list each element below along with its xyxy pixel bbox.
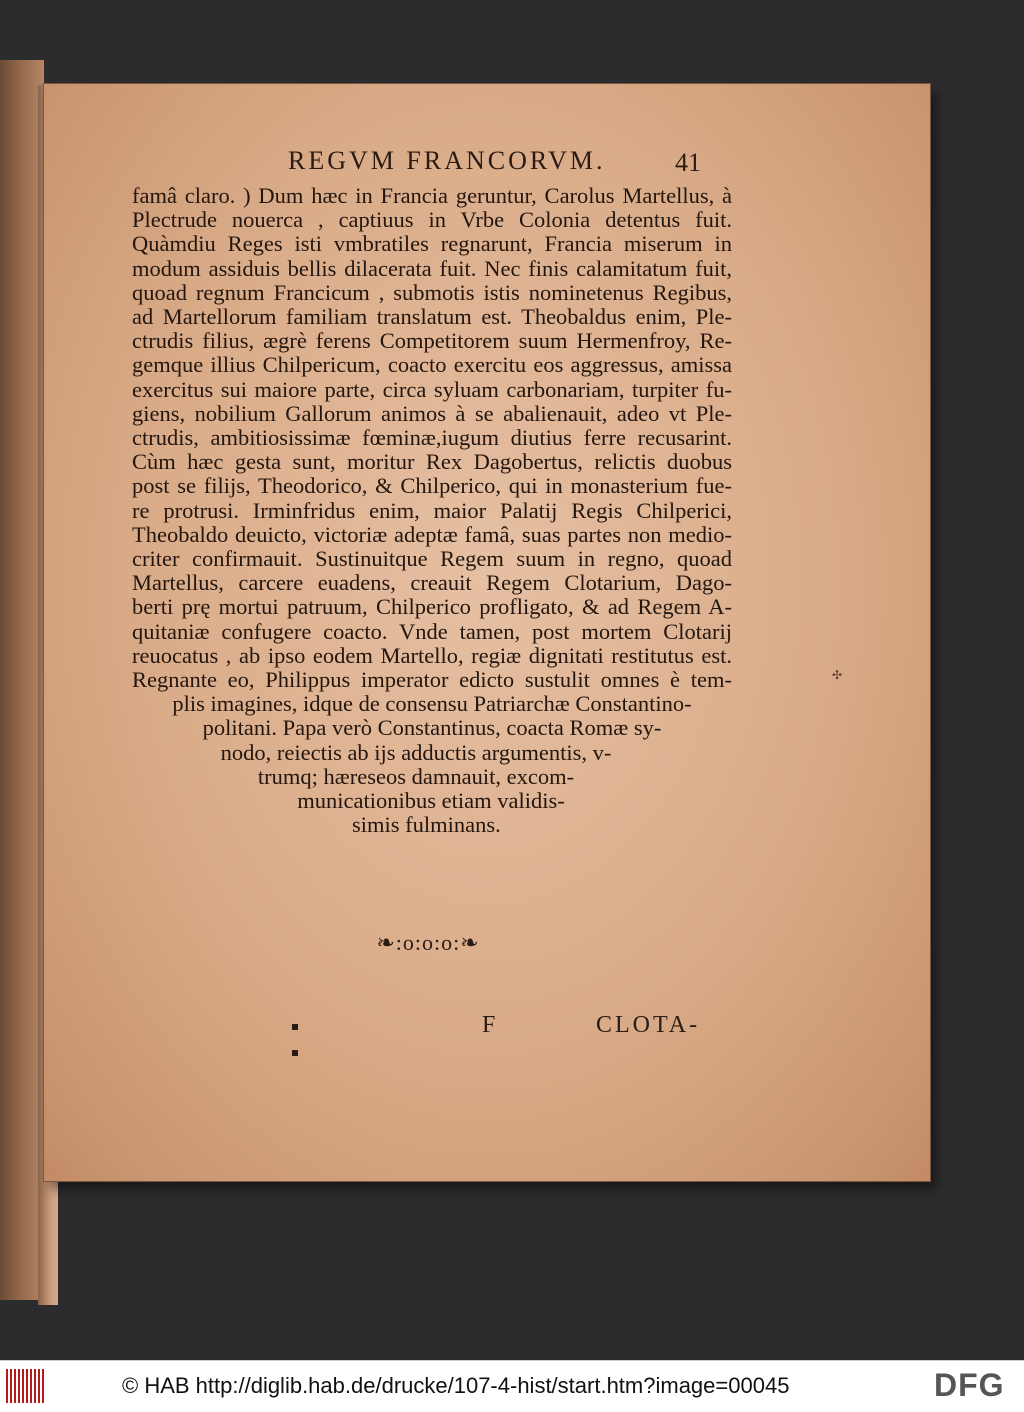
text-line: Regnante eo, Philippus imperator edicto sustulit omnes è tem- — [132, 667, 732, 693]
text-line: Cùm hæc gesta sunt, moritur Rex Dagobertus, relictis duobus — [132, 449, 732, 475]
ink-mark — [292, 1024, 298, 1030]
text-line: reuocatus , ab ipso eodem Martello, regiæ dignitati restitutus est. — [132, 642, 732, 668]
text-line: modum assiduis bellis dilacerata fuit. Nec finis calamitatum fuit, — [132, 255, 732, 281]
text-line: ctrudis filius, ægrè ferens Competitorem suum Hermenfroy, Re- — [132, 328, 732, 354]
text-line: quoad regnum Francicum , submotis istis nominetenus Regibus, — [132, 279, 732, 305]
text-line: post se filijs, Theodorico, & Chilperico, qui in monasterium fue- — [132, 473, 732, 499]
text-line: famâ claro. ) Dum hæc in Francia geruntur, Carolus Martellus, à — [132, 183, 732, 208]
paper-speck: ✣ — [832, 668, 843, 682]
text-line: simis fulminans. — [352, 812, 501, 838]
text-line: politani. Papa verò Constantinus, coacta Romæ sy- — [202, 715, 662, 741]
text-line: giens, nobilium Gallorum animos à se abalienauit, adeo vt Ple- — [132, 400, 732, 426]
ink-mark — [292, 1050, 298, 1056]
text-line: Quàmdiu Reges isti vmbratiles regnarunt, Francia miserum in — [132, 231, 732, 257]
text-line: Plectrude nouerca , captiuus in Vrbe Colonia detentus fuit. — [132, 207, 732, 233]
text-line: ctrudis, ambitiosissimæ fœminæ,iugum diutius ferre recusarint. — [132, 425, 732, 451]
text-line: berti prę mortui patruum, Chilperico profligato, & ad Regem A- — [132, 594, 732, 620]
text-line: plis imagines, idque de consensu Patriarchæ Constantino- — [172, 691, 692, 717]
signature-mark: F — [482, 1012, 496, 1038]
text-line: ad Martellorum familiam translatum est. Theobaldus enim, Ple- — [132, 304, 732, 330]
page-number: 41 — [675, 148, 701, 177]
copyright-url[interactable]: © HAB http://diglib.hab.de/drucke/107-4-hist/start.htm?image=00045 — [122, 1373, 790, 1398]
text-line: exercitus sui maiore parte, circa syluam carbonariam, turpiter fu- — [132, 376, 732, 402]
text-line: gemque illius Chilpericum, coacto exercitu eos aggressus, amissa — [132, 352, 732, 378]
body-text — [132, 184, 732, 837]
text-line: quitaniæ confugere coacto. Vnde tamen, post mortem Clotarij — [132, 618, 732, 644]
dfg-logo: DFG — [934, 1367, 1005, 1403]
text-line: municationibus etiam validis- — [297, 788, 565, 814]
text-line: criter confirmauit. Sustinuitque Regem suum in regno, quoad — [132, 546, 732, 572]
text-line: nodo, reiectis ab ijs adductis argumentis, v- — [220, 739, 612, 765]
text-line: trumq; hæreseos damnauit, excom- — [257, 763, 575, 789]
running-head: REGVM FRANCORVM. — [288, 146, 606, 175]
catchword: CLOTA- — [596, 1012, 701, 1038]
hab-logo-icon — [6, 1369, 46, 1403]
printer-ornament: ❧:o:o:o:❧ — [376, 930, 480, 955]
text-line: Theobaldo deuicto, victoriæ adeptæ famâ, suas partes non medio- — [132, 521, 732, 547]
text-line: Martellus, carcere euadens, creauit Regem Clotarium, Dago- — [132, 570, 732, 596]
text-line: re protrusi. Irminfridus enim, maior Palatij Regis Chilperici, — [132, 497, 732, 523]
footer-bar — [0, 1360, 1024, 1412]
